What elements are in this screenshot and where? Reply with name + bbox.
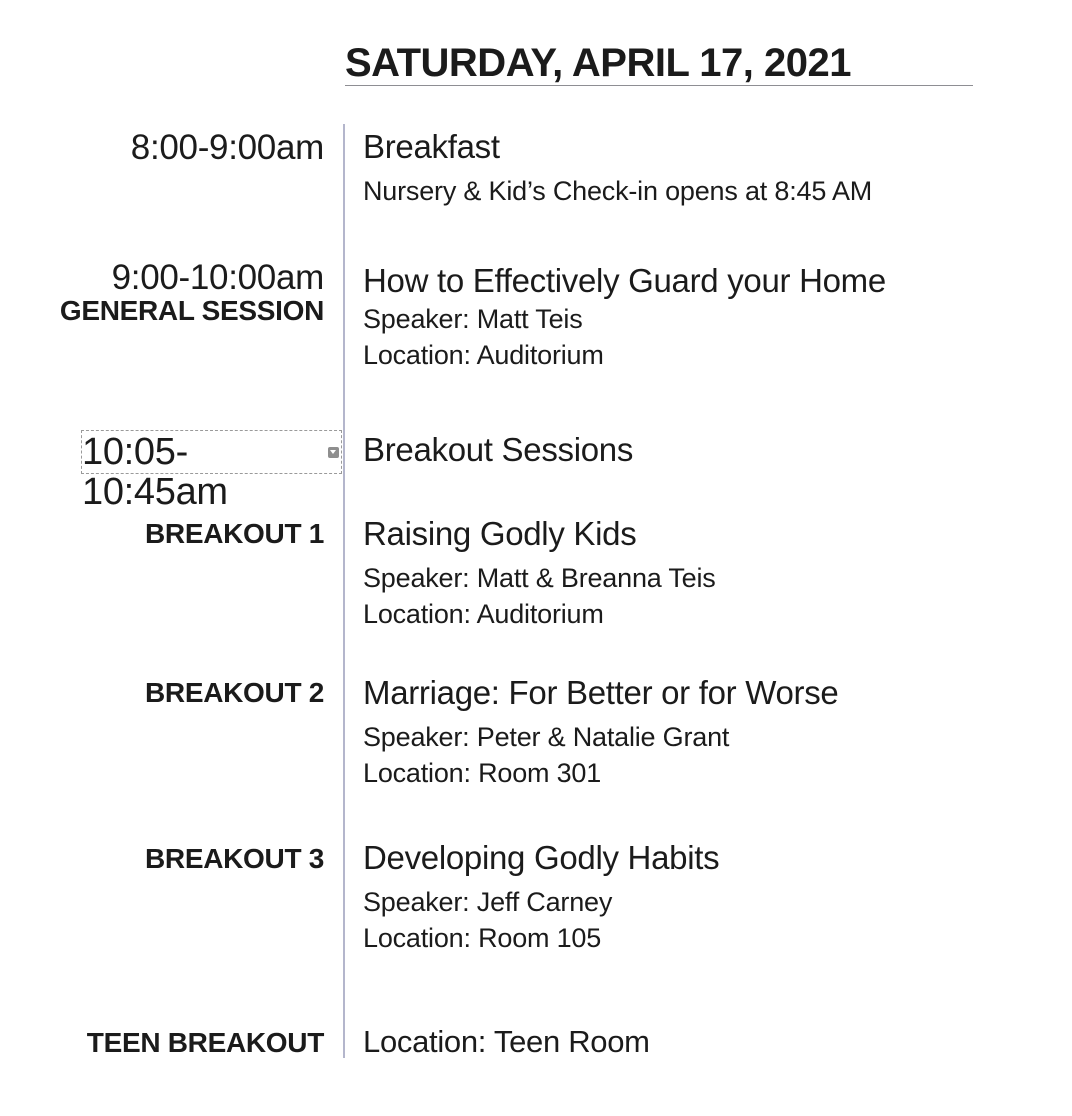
- timeline-divider: [343, 124, 345, 1058]
- event-breakfast: [363, 127, 1053, 209]
- event-breakout-2: [363, 673, 1053, 791]
- event-title: Developing Godly Habits: [363, 839, 720, 876]
- event-title: Raising Godly Kids: [363, 515, 637, 552]
- schedule-date: SATURDAY, APRIL 17, 2021: [345, 41, 851, 85]
- event-breakout-3: [363, 838, 1053, 956]
- event-location: Location: Auditorium: [363, 340, 604, 370]
- event-title: How to Effectively Guard your Home: [363, 262, 886, 299]
- event-speaker: Speaker: Matt Teis: [363, 304, 583, 334]
- event-title: Breakout Sessions: [363, 431, 634, 468]
- session-label: BREAKOUT 1: [144, 518, 324, 549]
- event-general-session: [363, 261, 1053, 373]
- session-label: BREAKOUT 2: [144, 677, 324, 708]
- session-label: GENERAL SESSION: [59, 295, 324, 326]
- time-field-breakout-sessions[interactable]: [81, 430, 342, 513]
- breakout-2-label-cell: [145, 676, 324, 710]
- event-teen-breakout: [363, 1022, 1053, 1062]
- event-location: Location: Auditorium: [363, 599, 604, 629]
- time-slot-general-session: [60, 258, 324, 328]
- schedule-heading: [345, 40, 973, 86]
- time-label: 8:00-9:00am: [130, 128, 324, 167]
- event-breakout-1: [363, 514, 1053, 632]
- time-label: 10:05-10:45am: [82, 431, 228, 513]
- chevron-down-icon[interactable]: [328, 447, 339, 458]
- time-label: 9:00-10:00am: [111, 258, 324, 297]
- event-location: Location: Room 105: [363, 923, 602, 953]
- event-note: Nursery & Kid’s Check-in opens at 8:45 AM: [363, 176, 873, 206]
- event-title: Marriage: For Better or for Worse: [363, 674, 839, 711]
- event-speaker: Speaker: Jeff Carney: [363, 887, 613, 917]
- event-breakout-sessions: [363, 430, 1053, 470]
- event-speaker: Speaker: Peter & Natalie Grant: [363, 722, 730, 752]
- session-label: BREAKOUT 3: [144, 843, 324, 874]
- teen-breakout-label-cell: [87, 1026, 324, 1060]
- session-label: TEEN BREAKOUT: [86, 1027, 324, 1058]
- event-title: Breakfast: [363, 128, 500, 165]
- breakout-3-label-cell: [145, 842, 324, 876]
- time-slot-breakfast: [131, 128, 324, 168]
- event-location: Location: Teen Room: [363, 1024, 650, 1059]
- breakout-1-label-cell: [145, 517, 324, 551]
- event-speaker: Speaker: Matt & Breanna Teis: [363, 563, 716, 593]
- event-location: Location: Room 301: [363, 758, 602, 788]
